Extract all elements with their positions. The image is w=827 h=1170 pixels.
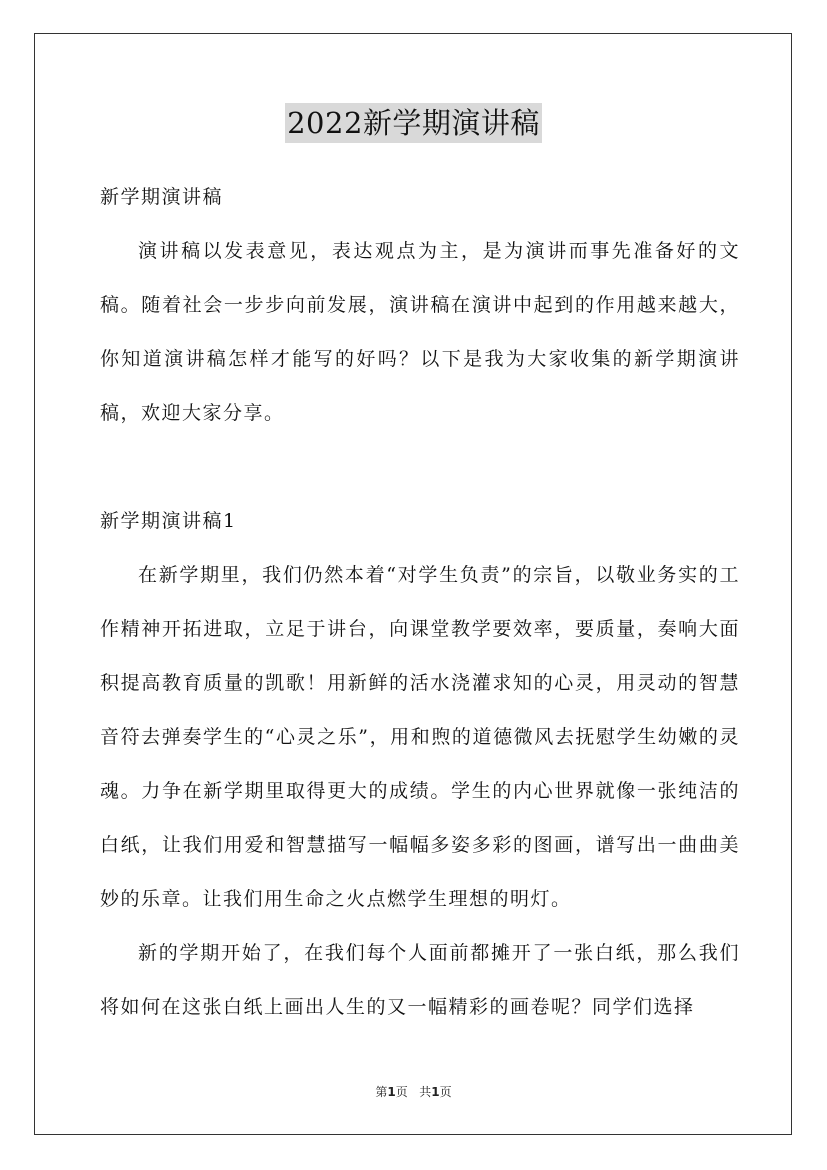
page-prefix: 第 <box>375 1085 388 1099</box>
page-footer <box>0 1083 827 1100</box>
paragraph-gap <box>100 440 740 494</box>
intro-paragraph: 演讲稿以发表意见，表达观点为主，是为演讲而事先准备好的文稿。随着社会一步步向前发展，演讲稿在演讲中起到的作用越来越大，你知道演讲稿怎样才能写的好吗？以下是我为大家收集的新学期演讲稿，欢迎大家分享。 <box>100 240 740 424</box>
page-suffix: 页 <box>395 1085 408 1099</box>
total-prefix: 共 <box>419 1085 432 1099</box>
section1-paragraph-1: 在新学期里，我们仍然本着“对学生负责”的宗旨，以敬业务实的工作精神开拓进取，立足于讲台，向课堂教学要效率，要质量，奏响大面积提高教育质量的凯歌！用新鲜的活水浇灌求知的心灵，用灵动的智慧音符去弹奏学生的“心灵之乐”，用和煦的道德微风去抚慰学生幼嫩的灵魂。力争在新学期里取得更大的成绩。学生的内心世界就像一张纯洁的白纸，让我们用爱和智慧描写一幅幅多姿多彩的图画，谱写出一曲曲美妙的乐章。让我们用生命之火点燃学生理想的明灯。 <box>100 564 740 910</box>
intro-heading: 新学期演讲稿 <box>100 186 224 208</box>
total-suffix: 页 <box>439 1085 452 1099</box>
page-current: 1 <box>387 1085 396 1099</box>
page-total: 1 <box>431 1085 440 1099</box>
title-container <box>0 103 827 143</box>
document-title: 2022新学期演讲稿 <box>285 103 542 143</box>
section1-paragraph-2: 新的学期开始了，在我们每个人面前都摊开了一张白纸，那么我们将如何在这张白纸上画出人生的又一幅精彩的画卷呢？同学们选择 <box>100 942 740 1018</box>
document-body <box>100 170 740 1034</box>
section1-heading: 新学期演讲稿1 <box>100 510 237 532</box>
